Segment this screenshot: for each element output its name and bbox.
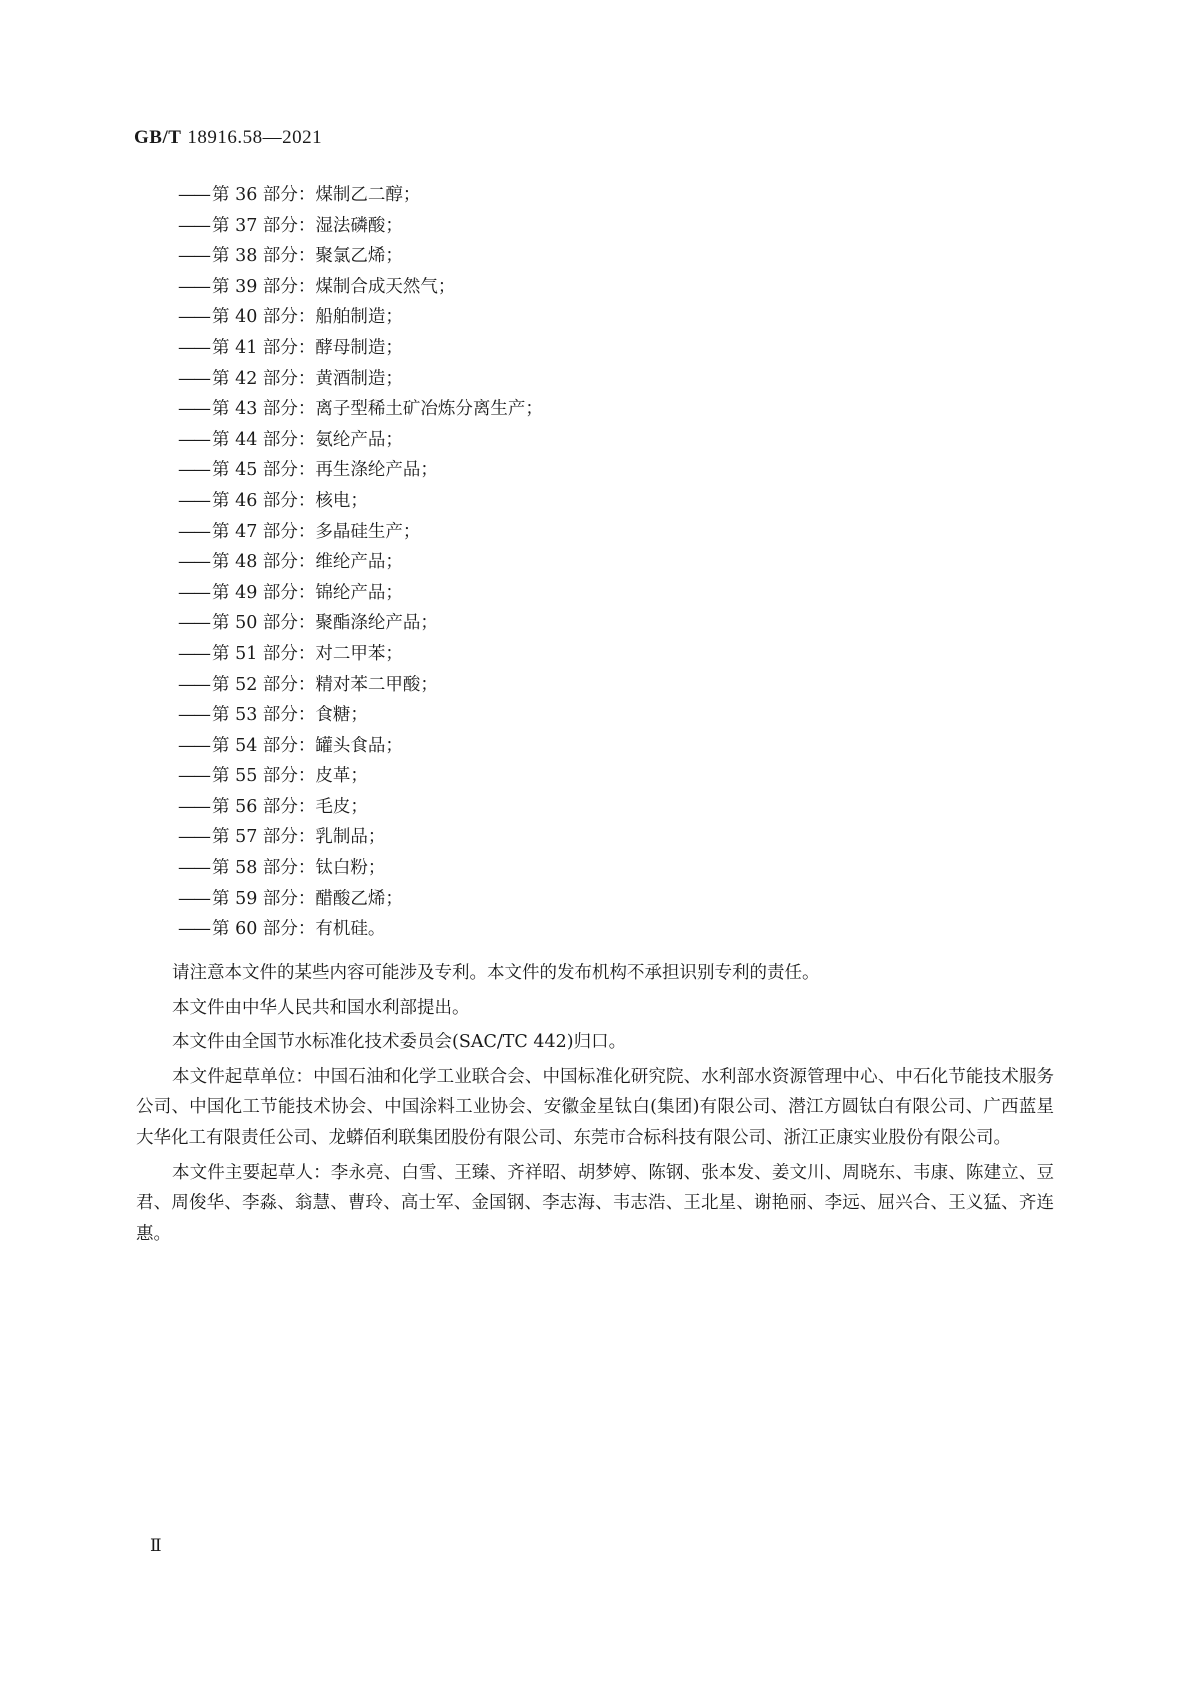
list-item: [178, 364, 543, 395]
list-item: [178, 272, 543, 303]
proposer-paragraph: 本文件由中华人民共和国水利部提出。: [172, 997, 470, 1018]
list-item-text: 第 47 部分：多晶硅生产；: [212, 521, 421, 542]
list-dash: ——: [178, 827, 209, 848]
list-item-text: 第 49 部分：锦纶产品；: [212, 582, 403, 603]
list-dash: ——: [178, 735, 209, 756]
list-item: [178, 455, 543, 486]
list-item-text: 第 52 部分：精对苯二甲酸；: [212, 674, 438, 695]
list-item-text: 第 56 部分：毛皮；: [212, 796, 368, 817]
list-item-text: 第 57 部分：乳制品；: [212, 827, 386, 848]
list-item-text: 第 53 部分：食糖；: [212, 705, 368, 726]
list-item-text: 第 54 部分：罐头食品；: [212, 735, 403, 756]
list-dash: ——: [178, 766, 209, 787]
list-dash: ——: [178, 429, 209, 450]
list-dash: ——: [178, 246, 209, 267]
list-item: [178, 670, 543, 701]
list-item-text: 第 60 部分：有机硅。: [212, 919, 386, 940]
list-dash: ——: [178, 368, 209, 389]
list-item: [178, 700, 543, 731]
list-item: [178, 333, 543, 364]
list-item-text: 第 55 部分：皮革；: [212, 766, 368, 787]
list-dash: ——: [178, 796, 209, 817]
list-item: [178, 853, 543, 884]
list-dash: ——: [178, 307, 209, 328]
page-number: Ⅱ: [150, 1536, 162, 1555]
list-item-text: 第 39 部分：煤制合成天然气；: [212, 276, 456, 297]
list-item: [178, 517, 543, 548]
list-item: [178, 394, 543, 425]
list-item: [178, 486, 543, 517]
list-item: [178, 425, 543, 456]
list-item: [178, 822, 543, 853]
list-dash: ——: [178, 276, 209, 297]
list-dash: ——: [178, 674, 209, 695]
drafters-paragraph: 本文件主要起草人：李永亮、白雪、王臻、齐祥昭、胡梦婷、陈钢、张本发、姜文川、周晓东、韦康、陈建立、豆君、周俊华、李淼、翁慧、曹玲、高士军、金国钢、李志海、韦志浩、王北星、谢艳丽、李远、屈兴合、王义猛、齐连惠。: [136, 1162, 1054, 1244]
list-item: [178, 211, 543, 242]
list-item: [178, 578, 543, 609]
standard-prefix: GB/T: [134, 127, 182, 148]
list-dash: ——: [178, 613, 209, 634]
list-dash: ——: [178, 582, 209, 603]
list-item: [178, 180, 543, 211]
committee-paragraph: 本文件由全国节水标准化技术委员会(SAC/TC 442)归口。: [172, 1032, 627, 1053]
list-dash: ——: [178, 888, 209, 909]
list-item: [178, 241, 543, 272]
list-item-text: 第 38 部分：聚氯乙烯；: [212, 246, 403, 267]
list-item-text: 第 50 部分：聚酯涤纶产品；: [212, 613, 438, 634]
list-item-text: 第 46 部分：核电；: [212, 490, 368, 511]
list-item-text: 第 45 部分：再生涤纶产品；: [212, 460, 438, 481]
list-item-text: 第 58 部分：钛白粉；: [212, 858, 386, 879]
list-dash: ——: [178, 521, 209, 542]
list-dash: ——: [178, 185, 209, 205]
list-item: [178, 302, 543, 333]
list-item-text: 第 59 部分：醋酸乙烯；: [212, 888, 403, 909]
list-item: [178, 884, 543, 915]
list-item: [178, 731, 543, 762]
list-dash: ——: [178, 215, 209, 236]
list-item-text: 第 37 部分：湿法磷酸；: [212, 215, 403, 236]
list-item-text: 第 48 部分：维纶产品；: [212, 552, 403, 573]
list-item: [178, 547, 543, 578]
list-item: [178, 639, 543, 670]
drafting-units-paragraph: 本文件起草单位：中国石油和化学工业联合会、中国标准化研究院、水利部水资源管理中心、中石化节能技术服务公司、中国化工节能技术协会、中国涂料工业协会、安徽金星钛白(集团)有限公司、潜江方圆钛白有限公司、广西蓝星大华化工有限责任公司、龙蟒佰利联集团股份有限公司、东莞市合标科技有限公司、浙江正康实业股份有限公司。: [136, 1066, 1054, 1148]
list-dash: ——: [178, 552, 209, 573]
list-item: [178, 761, 543, 792]
list-item-text: 第 43 部分：离子型稀土矿冶炼分离生产；: [212, 399, 543, 420]
list-item-text: 第 40 部分：船舶制造；: [212, 307, 403, 328]
list-item-text: 第 42 部分：黄酒制造；: [212, 368, 403, 389]
list-item: [178, 792, 543, 823]
patent-notice-paragraph: 请注意本文件的某些内容可能涉及专利。本文件的发布机构不承担识别专利的责任。: [172, 963, 820, 983]
list-dash: ——: [178, 490, 209, 511]
standard-code: [134, 126, 322, 149]
list-item: [178, 914, 543, 945]
list-item-text: 第 51 部分：对二甲苯；: [212, 643, 403, 664]
list-dash: ——: [178, 643, 209, 664]
list-dash: ——: [178, 337, 209, 358]
list-dash: ——: [178, 858, 209, 879]
foreword-paragraphs: [136, 958, 1054, 1253]
list-dash: ——: [178, 705, 209, 726]
parts-list: [178, 180, 543, 945]
list-item-text: 第 36 部分：煤制乙二醇；: [212, 185, 421, 205]
list-item-text: 第 41 部分：酵母制造；: [212, 337, 403, 358]
list-item-text: 第 44 部分：氨纶产品；: [212, 429, 403, 450]
list-dash: ——: [178, 460, 209, 481]
standard-number: 18916.58—2021: [187, 127, 323, 148]
list-dash: ——: [178, 919, 209, 940]
list-dash: ——: [178, 399, 209, 420]
list-item: [178, 608, 543, 639]
